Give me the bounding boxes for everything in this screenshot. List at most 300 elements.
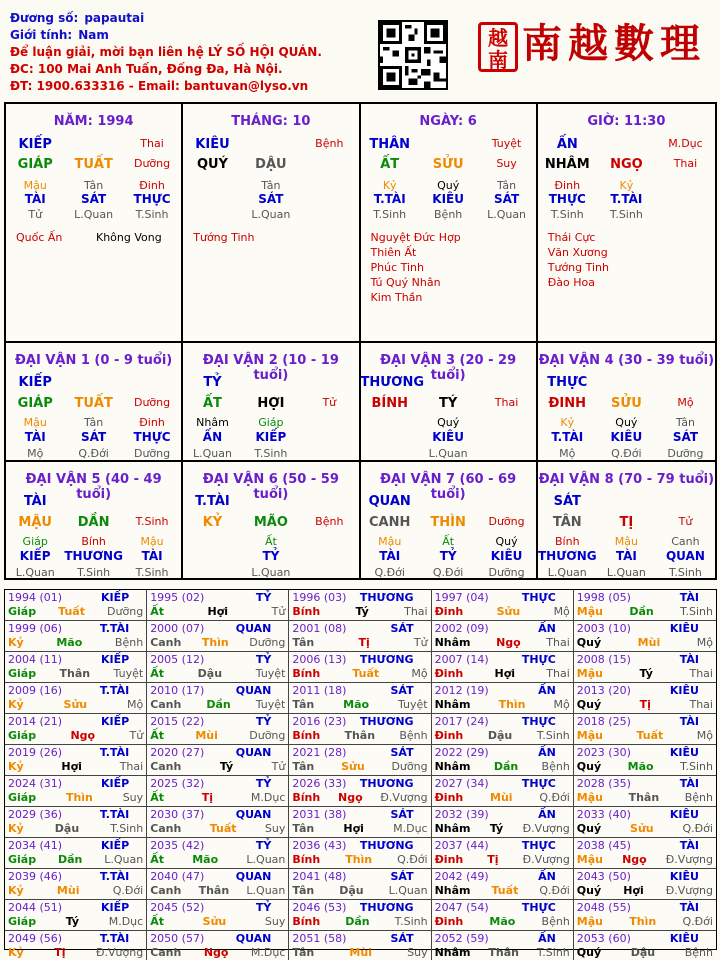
- year-cell-bottom: [435, 853, 570, 867]
- daivan-2-r5: [183, 447, 358, 460]
- year-stem: Bính: [292, 605, 321, 618]
- year-cell: [289, 776, 431, 807]
- year-branch: Hợi: [623, 884, 644, 897]
- year-cell-bottom: [577, 915, 713, 929]
- year-cell: [289, 807, 431, 838]
- year-stem: Canh: [150, 760, 182, 773]
- seal-glyph-1: 越: [488, 26, 508, 50]
- pillar-2-r5-2: L.Quan: [487, 208, 527, 221]
- year-cell-top: [435, 591, 570, 605]
- daivan-7-r5: [361, 566, 536, 579]
- year-phase: T.Sinh: [394, 915, 428, 928]
- daivan-6-title: ĐẠI VẬN 6 (50 - 59 tuổi): [202, 472, 339, 502]
- gender-label: Giới tính:: [10, 28, 73, 42]
- year-cell-bottom: [292, 822, 427, 836]
- year-cell-top: [292, 653, 427, 667]
- year-label: 2047 (54): [434, 901, 489, 914]
- daivan-5-r2: [6, 515, 181, 530]
- year-branch: Mùi: [56, 884, 80, 897]
- daivan-8-r3-2: Canh: [671, 535, 700, 548]
- year-phase: M.Dục: [108, 915, 144, 928]
- year-phase: Bệnh: [541, 760, 570, 773]
- year-branch: Tị: [201, 791, 214, 804]
- year-label: 2027 (34): [434, 777, 489, 790]
- daivan-2-r1-1: [242, 375, 300, 390]
- daivan-3-r4: [361, 430, 536, 444]
- year-stem: Giáp: [8, 791, 37, 804]
- year-cell-top: [435, 715, 570, 729]
- chart-grid: [4, 102, 717, 580]
- year-cell: [574, 869, 716, 900]
- year-cell-bottom: [150, 729, 285, 743]
- year-label: 2044 (51): [8, 901, 63, 914]
- pillar-0-r4-2: THỰC: [133, 192, 171, 206]
- daivan-1-r5-1: Q.Đới: [78, 447, 109, 460]
- pillar-2-r5-1: Bệnh: [434, 208, 463, 221]
- daivan-3-r4-2: [477, 430, 535, 444]
- pillar-3-r5: [538, 208, 715, 221]
- year-cell-bottom: [577, 729, 713, 743]
- year-label: 2003 (10): [576, 622, 631, 635]
- pillar-2-extra-0: Nguyệt Đức Hợp: [370, 231, 461, 244]
- year-phase: Đ.Vượng: [522, 853, 570, 866]
- year-cell-top: [8, 901, 143, 915]
- year-stem: Giáp: [8, 667, 37, 680]
- daivan-5-r5-1: T.Sinh: [77, 566, 111, 579]
- year-branch: Tị: [639, 698, 651, 711]
- pillar-1-r1-0: KIÊU: [195, 137, 230, 152]
- year-branch: Thìn: [65, 791, 93, 804]
- qr-code[interactable]: [378, 20, 448, 90]
- pillar-3-r4-1: T.TÀI: [610, 192, 643, 206]
- year-star: QUAN: [235, 932, 272, 945]
- year-star: SÁT: [390, 622, 414, 635]
- pillar-2-r3-1: Quý: [437, 179, 460, 192]
- year-stem: Mậu: [576, 605, 603, 618]
- pillar-1-r5: [183, 208, 358, 221]
- year-star: KIÊU: [669, 808, 699, 821]
- year-cell-top: [292, 901, 427, 915]
- year-star: TỶ: [255, 715, 272, 728]
- year-stem: Quý: [576, 760, 602, 773]
- daivan-1-r4-1: SÁT: [81, 430, 107, 444]
- year-phase: Thai: [119, 760, 144, 773]
- year-stem: Kỷ: [8, 884, 24, 897]
- year-label: 2034 (41): [8, 839, 63, 852]
- year-stem: Canh: [150, 822, 182, 835]
- year-label: 2051 (58): [292, 932, 347, 945]
- daivan-3-r3: [361, 416, 536, 429]
- pillar-3-extra-0: Thái Cực: [547, 231, 596, 244]
- year-cell-bottom: [292, 760, 427, 774]
- year-cell-top: [577, 932, 713, 946]
- year-branch: Dậu: [197, 667, 223, 680]
- daivan-2-r4-2: [300, 430, 358, 444]
- year-stem: Ất: [150, 853, 164, 866]
- daivan-4-r1-2: [656, 375, 715, 390]
- year-stem: Bính: [292, 915, 321, 928]
- year-stem: Quý: [576, 698, 602, 711]
- year-cell-bottom: [8, 729, 143, 743]
- year-cell-bottom: [150, 760, 285, 774]
- year-label: 2028 (35): [576, 777, 631, 790]
- year-cell-top: [577, 653, 713, 667]
- daivan-8-r3-0: Bính: [555, 535, 580, 548]
- daivan-2-r2-0: ẤT: [202, 396, 222, 411]
- pillar-0-title: NĂM: 1994: [53, 114, 134, 129]
- year-branch: Thân: [59, 667, 91, 680]
- daivan-8-r2-1: TỊ: [619, 515, 634, 530]
- daivan-6-r1-1: [242, 494, 300, 509]
- year-cell-top: [8, 684, 143, 698]
- daivan-7-r2-0: CANH: [369, 515, 411, 530]
- pillar-2: [361, 104, 538, 343]
- year-cell-bottom: [435, 822, 570, 836]
- year-stem: Đinh: [434, 667, 464, 680]
- year-cell: [147, 807, 289, 838]
- year-phase: Tuyệt: [113, 667, 144, 680]
- year-label: 2032 (39): [434, 808, 489, 821]
- daivan-8: [538, 462, 715, 580]
- year-stem: Mậu: [576, 853, 603, 866]
- year-branch: Tý: [219, 760, 234, 773]
- daivan-1-r1: [6, 375, 181, 390]
- daivan-6-r3: [183, 535, 358, 548]
- daivan-1-r4-2: THỰC: [133, 430, 171, 444]
- year-label: 2039 (46): [8, 870, 63, 883]
- daivan-6-r5-0: [183, 566, 241, 579]
- daivan-6-r2-1: MÃO: [253, 515, 288, 530]
- year-cell-bottom: [150, 884, 285, 898]
- year-cell-bottom: [577, 667, 713, 681]
- pillar-3-r5-1: T.Sinh: [609, 208, 643, 221]
- year-stem: Tân: [292, 760, 315, 773]
- daivan-2-r5-1: T.Sinh: [254, 447, 288, 460]
- pillar-1-r4: [183, 192, 358, 206]
- pillar-2-extra-2: Phúc Tinh: [370, 261, 425, 274]
- year-cell-bottom: [8, 853, 143, 867]
- year-cell: [5, 714, 147, 745]
- year-cell: [432, 776, 574, 807]
- daivan-7-r1-1: [419, 494, 477, 509]
- year-star: QUAN: [235, 684, 272, 697]
- daivan-7-r5-2: Dưỡng: [488, 566, 525, 579]
- daivan-4-r4-1: KIÊU: [610, 430, 643, 444]
- year-stem: Tân: [292, 884, 315, 897]
- daivan-8-r3-1: Mậu: [614, 535, 638, 548]
- pillar-2-title: NGÀY: 6: [419, 114, 477, 129]
- daivan-5-r4-2: TÀI: [141, 549, 163, 563]
- pillar-0-r2: [6, 157, 181, 172]
- daivan-5-r1-0: TÀI: [23, 494, 47, 509]
- year-cell-bottom: [435, 729, 570, 743]
- year-phase: Đ.Vượng: [522, 822, 570, 835]
- year-cell: [574, 838, 716, 869]
- daivan-4-r3: [538, 416, 715, 429]
- year-stem: Nhâm: [434, 636, 471, 649]
- pillar-1-title: THÁNG: 10: [231, 114, 311, 129]
- pillar-3-extras: [548, 230, 609, 290]
- pillar-2-extra-3: Tú Quý Nhân: [370, 276, 441, 289]
- pillar-0-r1: [6, 137, 181, 152]
- year-star: KIÊU: [669, 684, 699, 697]
- pillar-1-extra-0: Tướng Tinh: [193, 231, 255, 244]
- pillar-0-r3: [6, 179, 181, 192]
- year-star: SÁT: [390, 808, 414, 821]
- pillar-0: [6, 104, 183, 343]
- year-phase: Suy: [122, 791, 144, 804]
- year-cell-top: [150, 715, 285, 729]
- pillar-2-r2: [361, 157, 536, 172]
- year-branch: Thìn: [498, 698, 526, 711]
- daivan-6-r4-2: [300, 549, 358, 563]
- year-cell-bottom: [577, 636, 713, 650]
- year-cell-top: [150, 932, 285, 946]
- daivan-5-r3: [6, 535, 181, 548]
- year-cell: [5, 838, 147, 869]
- daivan-5-r1-1: [64, 494, 122, 509]
- year-cell-bottom: [435, 760, 570, 774]
- year-cell-bottom: [150, 605, 285, 619]
- daivan-3-r3-2: [477, 416, 535, 429]
- year-stem: Giáp: [8, 729, 37, 742]
- year-cell: [574, 807, 716, 838]
- daivan-8-r5-0: L.Quan: [547, 566, 587, 579]
- daivan-4-r1-1: [597, 375, 656, 390]
- year-label: 2001 (08): [292, 622, 347, 635]
- year-cell-bottom: [292, 698, 427, 712]
- pillar-0-extra-0: Quốc Ấn: [16, 231, 63, 244]
- year-branch: Dậu: [54, 822, 80, 835]
- daivan-7-r3-2: Quý: [495, 535, 518, 548]
- year-label: 2016 (23): [292, 715, 347, 728]
- daivan-4-r5: [538, 447, 715, 460]
- year-star: KIẾP: [100, 591, 130, 604]
- year-cell-top: [577, 901, 713, 915]
- daivan-4-r5-2: Dưỡng: [667, 447, 704, 460]
- daivan-8-r4: [538, 549, 715, 563]
- pillar-1-r5-1: L.Quan: [251, 208, 291, 221]
- year-cell-top: [292, 746, 427, 760]
- year-label: 2052 (59): [434, 932, 489, 945]
- year-cell: [574, 621, 716, 652]
- daivan-3-r4-0: [361, 430, 419, 444]
- year-star: QUAN: [235, 746, 272, 759]
- year-cell-bottom: [577, 698, 713, 712]
- year-star: THƯƠNG: [359, 715, 414, 728]
- daivan-1-title: ĐẠI VẬN 1 (0 - 9 tuổi): [15, 353, 173, 368]
- daivan-8-r2-2: Tử: [678, 515, 693, 528]
- year-branch: Sửu: [341, 760, 365, 773]
- year-cell: [147, 776, 289, 807]
- year-star: QUAN: [235, 808, 272, 821]
- year-cell-bottom: [8, 822, 143, 836]
- year-cell-bottom: [577, 853, 713, 867]
- daivan-3: [361, 343, 538, 462]
- daivan-8-r4-2: QUAN: [665, 549, 705, 563]
- pillar-2-r1-0: THÂN: [369, 137, 411, 152]
- year-label: 2033 (40): [576, 808, 631, 821]
- year-star: KIÊU: [669, 870, 699, 883]
- year-label: 2011 (18): [292, 684, 347, 697]
- pillar-0-r5: [6, 208, 181, 221]
- year-phase: M.Dục: [393, 822, 428, 835]
- daivan-2-r2-1: HỢI: [257, 396, 285, 411]
- daivan-7-r4-2: KIÊU: [490, 549, 523, 563]
- year-branch: Dần: [57, 853, 83, 866]
- year-cell-bottom: [150, 915, 285, 929]
- daivan-2-r4: [183, 430, 358, 444]
- year-phase: Mộ: [126, 698, 144, 711]
- year-cell-top: [150, 653, 285, 667]
- year-label: 2046 (53): [292, 901, 347, 914]
- year-label: 2036 (43): [292, 839, 347, 852]
- daivan-4-r2: [538, 396, 715, 411]
- year-star: THƯƠNG: [359, 777, 414, 790]
- year-cell: [432, 745, 574, 776]
- year-branch: Mão: [343, 698, 370, 711]
- year-cell-top: [8, 746, 143, 760]
- year-cell-bottom: [150, 791, 285, 805]
- daivan-1-r3-1: Tân: [84, 416, 104, 429]
- daivan-2-r5-2: [300, 447, 358, 460]
- year-stem: Đinh: [434, 915, 464, 928]
- year-branch: Thìn: [201, 636, 229, 649]
- year-cell-bottom: [577, 946, 713, 960]
- year-stem: Quý: [576, 822, 602, 835]
- pillar-1: [183, 104, 360, 343]
- daivan-6-r2-2: Bệnh: [315, 515, 344, 528]
- year-cell-bottom: [435, 605, 570, 619]
- year-star: THỰC: [521, 777, 556, 790]
- pillar-1-r2-1: DẬU: [255, 157, 287, 172]
- year-phase: Q.Đới: [539, 791, 570, 804]
- year-label: 2038 (45): [576, 839, 631, 852]
- daivan-2-r3-2: [300, 416, 358, 429]
- year-phase: T.Sinh: [680, 760, 713, 773]
- daivan-5-r3-0: Giáp: [22, 535, 48, 548]
- year-cell-top: [150, 777, 285, 791]
- year-cell: [574, 900, 716, 931]
- year-star: THƯƠNG: [359, 839, 414, 852]
- year-label: 2025 (32): [150, 777, 205, 790]
- year-stem: Mậu: [576, 791, 603, 804]
- year-branch: Thân: [628, 791, 660, 804]
- year-label: 2012 (19): [434, 684, 489, 697]
- pillar-1-r1-1: [242, 137, 300, 152]
- year-star: KIÊU: [669, 622, 699, 635]
- daivan-5-r5-2: T.Sinh: [135, 566, 169, 579]
- year-label: 2026 (33): [292, 777, 347, 790]
- year-cell-top: [577, 684, 713, 698]
- pillar-1-r2: [183, 157, 358, 172]
- daivan-7-r2-1: THÌN: [430, 515, 466, 530]
- daivan-1-r3-0: Mậu: [23, 416, 47, 429]
- year-phase: T.Sinh: [536, 729, 570, 742]
- year-branch: Tý: [65, 915, 80, 928]
- year-star: SÁT: [390, 746, 414, 759]
- daivan-2-r2: [183, 396, 358, 411]
- pillar-3-r5-2: [656, 208, 715, 221]
- year-label: 2040 (47): [150, 870, 205, 883]
- daivan-3-r3-1: Quý: [437, 416, 460, 429]
- pillar-3-r3: [538, 179, 715, 192]
- pillar-3-r1-2: M.Dục: [668, 137, 703, 150]
- year-stem: Kỷ: [8, 698, 24, 711]
- year-cell-top: [150, 870, 285, 884]
- year-branch: Thìn: [345, 853, 373, 866]
- contact-line: Để luận giải, mời bạn liên hệ LÝ SỐ HỘI QUÁN.: [10, 45, 322, 59]
- pillar-3-r1-0: ẤN: [556, 137, 578, 152]
- year-cell-top: [577, 777, 713, 791]
- pillar-0-r5-2: T.Sinh: [135, 208, 169, 221]
- daivan-6-r5-1: L.Quan: [251, 566, 291, 579]
- daivan-3-r5: [361, 447, 536, 460]
- year-cell-top: [292, 932, 427, 946]
- daivan-4-r3-0: Kỷ: [560, 416, 575, 429]
- year-cell-top: [435, 839, 570, 853]
- year-cell: [289, 838, 431, 869]
- year-stem: Tân: [292, 636, 315, 649]
- daivan-2-r1: [183, 375, 358, 390]
- year-cell-bottom: [150, 667, 285, 681]
- year-label: 2014 (21): [8, 715, 63, 728]
- year-cell-bottom: [8, 946, 143, 960]
- year-phase: Suy: [264, 915, 286, 928]
- daivan-3-r5-0: [361, 447, 419, 460]
- year-stem: Kỷ: [8, 760, 24, 773]
- pillar-3-r5-0: T.Sinh: [550, 208, 584, 221]
- year-cell-top: [8, 622, 143, 636]
- daivan-7-r3-1: Ất: [442, 535, 455, 548]
- year-phase: T.Sinh: [680, 605, 713, 618]
- daivan-1-r4-0: TÀI: [24, 430, 46, 444]
- year-cell-bottom: [292, 791, 427, 805]
- year-cell-top: [8, 839, 143, 853]
- year-stem: Ất: [150, 729, 164, 742]
- year-branch: Mùi: [349, 946, 372, 959]
- year-branch: Sửu: [63, 698, 88, 711]
- year-star: ẤN: [538, 932, 556, 945]
- year-star: TỶ: [255, 777, 272, 790]
- year-phase: Tử: [271, 605, 286, 618]
- year-label: 2037 (44): [434, 839, 489, 852]
- year-branch: Thìn: [629, 915, 657, 928]
- year-cell-top: [150, 684, 285, 698]
- year-branch: Dần: [493, 760, 519, 773]
- daivan-7-r4-1: TỶ: [439, 549, 457, 563]
- year-stem: Bính: [292, 853, 321, 866]
- year-cell: [5, 776, 147, 807]
- daivan-4-r4-0: T.TÀI: [551, 430, 584, 444]
- pillar-0-r4-0: TÀI: [24, 192, 46, 206]
- pillar-3-r1-1: [597, 137, 656, 152]
- year-star: ẤN: [538, 622, 556, 635]
- year-branch: Tị: [54, 946, 66, 959]
- daivan-6-r4: [183, 549, 358, 563]
- year-stem: Ất: [150, 915, 164, 928]
- year-table: [4, 589, 717, 959]
- daivan-6-r3-2: [300, 535, 358, 548]
- pillar-1-r4-0: [183, 192, 241, 206]
- year-cell: [574, 745, 716, 776]
- year-label: 2005 (12): [150, 653, 205, 666]
- year-phase: Đ.Vượng: [380, 791, 428, 804]
- daivan-3-r3-0: [361, 416, 419, 429]
- year-cell-bottom: [435, 946, 570, 960]
- year-phase: Thai: [546, 667, 570, 680]
- pillar-2-r4-2: SÁT: [493, 192, 520, 206]
